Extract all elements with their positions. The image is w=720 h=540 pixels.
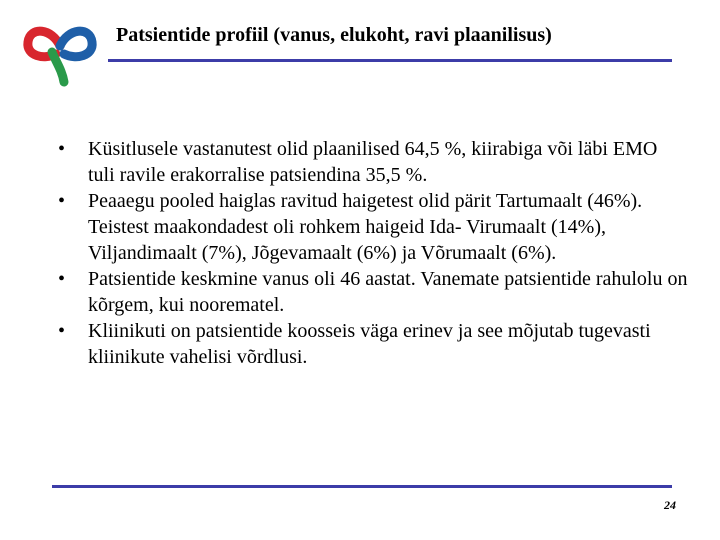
bullet-item (58, 136, 688, 188)
title-divider (108, 59, 672, 62)
bullet-text: Kliinikuti on patsientide koosseis väga erinev ja see mõjutab tugevasti kliinikute vahelisi võrdlusi. (88, 320, 651, 368)
bullet-text: Peaaegu pooled haiglas ravitud haigetest olid pärit Tartumaalt (46%). Teistest maakondadest oli rohkem haigeid Ida- Virumaalt (14%), Viljandimaalt (7%), Jõgevamaalt (6%) ja Võrumaalt (6%). (88, 190, 643, 264)
bullet-item (58, 266, 688, 318)
bullet-marker: • (58, 320, 66, 342)
hospital-logo-icon (22, 16, 98, 88)
bullet-marker: • (58, 190, 66, 212)
bullet-text: Patsientide keskmine vanus oli 46 aastat. Vanemate patsientide rahulolu on kõrgem, kui noorematel. (88, 268, 688, 316)
bullet-text: Küsitlusele vastanutest olid plaanilised 64,5 %, kiirabiga või läbi EMO tuli ravile erakorralise patsiendina 35,5 %. (88, 138, 658, 186)
bullet-marker: • (58, 138, 66, 160)
bullet-item (58, 318, 688, 370)
footer-divider (52, 485, 672, 488)
page-number: 24 (664, 498, 676, 512)
bullet-list (58, 136, 688, 370)
slide-title: Patsientide profiil (vanus, elukoht, ravi plaanilisus) (116, 24, 552, 46)
bullet-item (58, 188, 688, 266)
bullet-marker: • (58, 268, 66, 290)
